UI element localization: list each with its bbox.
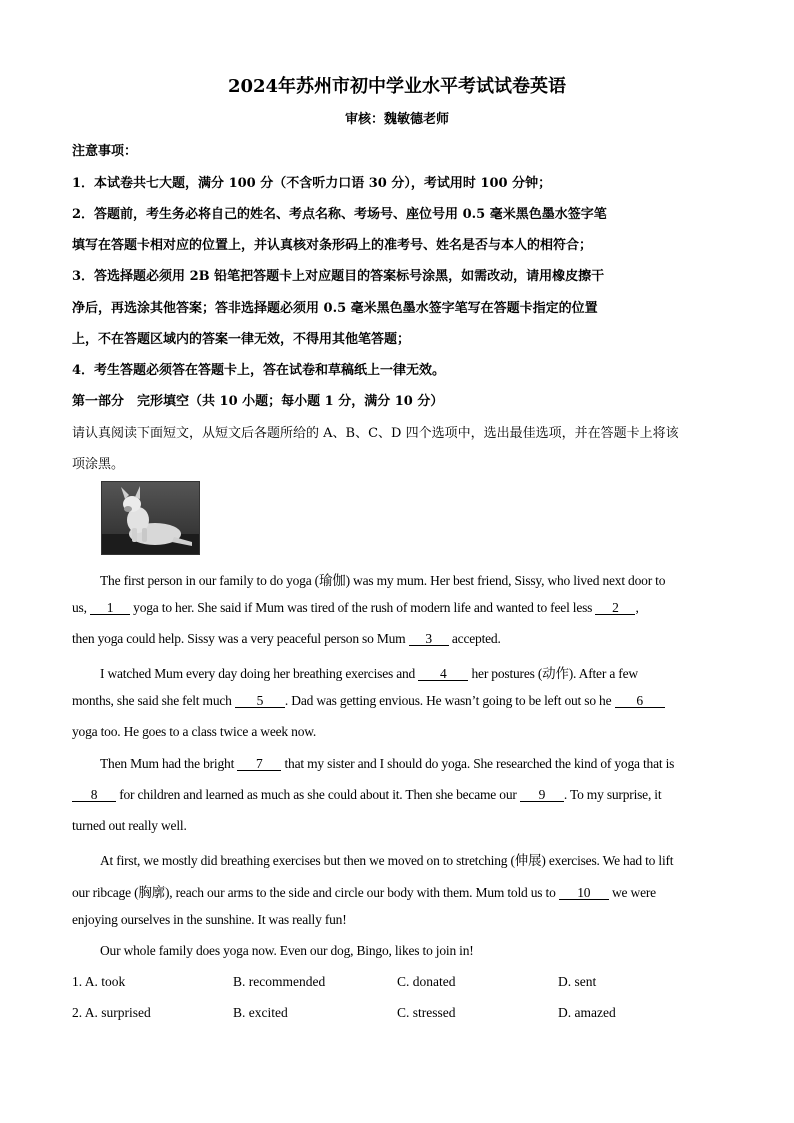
passage-text: her postures (动作). After a few [471, 666, 638, 681]
blank-5: 5 [235, 695, 285, 708]
passage-text: our ribcage (胸廓), reach our arms to the side and circle our body with them. Mum told us to [72, 885, 556, 900]
reviewer-line: 审核：魏敏德老师 [344, 112, 449, 127]
page-title: 2024年苏州市初中学业水平考试试卷英语 [227, 76, 567, 97]
q1-option-d: D. sent [558, 974, 597, 989]
passage-p3-line1 [100, 756, 674, 772]
notice-item-2b: 填写在答题卡相对应的位置上，并认真核对条形码上的准考号、姓名是否与本人的相符合； [72, 238, 593, 253]
passage-text: I watched Mum every day doing her breathing exercises and [100, 666, 416, 681]
notice-heading: 注意事项： [72, 144, 138, 159]
passage-text: us, [72, 600, 87, 615]
blank-9: 9 [520, 789, 564, 802]
blank-3: 3 [409, 633, 449, 646]
passage-p2-line1 [100, 662, 638, 682]
q1-option-a: 1. A. took [72, 974, 126, 989]
q1-option-c: C. donated [397, 974, 456, 989]
blank-6: 6 [615, 695, 665, 708]
passage-p1-line2 [72, 600, 639, 616]
q2-option-d: D. amazed [558, 1005, 616, 1020]
passage-p4-line2 [72, 881, 656, 901]
passage-p3-line3: turned out really well. [72, 818, 187, 833]
passage-p3-line2 [72, 787, 661, 803]
section-title: 第一部分 完形填空（共 10 小题；每小题 1 分，满分 10 分） [72, 394, 444, 409]
notice-item-3a: 3．答选择题必须用 2B 铅笔把答题卡上对应题目的答案标号涂黑，如需改动，请用橡皮擦干 [72, 269, 605, 284]
passage-text: then yoga could help. Sissy was a very peaceful person so Mum [72, 631, 406, 646]
passage-text: yoga to her. She said if Mum was tired of the rush of modern life and wanted to feel less [133, 600, 593, 615]
section-instruction-a: 请认真阅读下面短文，从短文后各题所给的 A、B、C、D 四个选项中，选出最佳选项，并在答题卡上将该 [72, 426, 679, 441]
blank-10: 10 [559, 887, 609, 900]
q2-option-c: C. stressed [397, 1005, 456, 1020]
q1-option-b: B. recommended [233, 974, 326, 989]
notice-item-2a: 2．答题前，考生务必将自己的姓名、考点名称、考场号、座位号用 0.5 毫米黑色墨水签字笔 [72, 207, 607, 222]
passage-p1-line3 [72, 631, 501, 647]
q2-option-b: B. excited [233, 1005, 288, 1020]
passage-p5: Our whole family does yoga now. Even our dog, Bingo, likes to join in! [100, 943, 474, 958]
passage-text: for children and learned as much as she could about it. Then she became our [119, 787, 517, 802]
q2-option-a: 2. A. surprised [72, 1005, 151, 1020]
passage-text: Then Mum had the bright [100, 756, 235, 771]
passage-text: that my sister and I should do yoga. She researched the kind of yoga that is [284, 756, 675, 771]
blank-7: 7 [237, 758, 281, 771]
passage-p2-line2 [72, 693, 665, 709]
notice-item-4: 4．考生答题必须答在答题卡上，答在试卷和草稿纸上一律无效。 [72, 363, 446, 378]
section-instruction-b: 项涂黑。 [72, 457, 125, 472]
dog-yoga-photo [101, 481, 200, 555]
blank-1: 1 [90, 602, 130, 615]
passage-text: . To my surprise, it [563, 787, 662, 802]
blank-8: 8 [72, 789, 116, 802]
passage-p1-line1: The first person in our family to do yoga (瑜伽) was my mum. Her best friend, Sissy, who lived next door to [100, 573, 666, 588]
notice-item-1: 1．本试卷共七大题，满分 100 分（不含听力口语 30 分），考试用时 100 分钟； [72, 176, 552, 191]
passage-text: we were [612, 885, 656, 900]
passage-p4-line3: enjoying ourselves in the sunshine. It was really fun! [72, 912, 347, 927]
notice-item-3b: 净后，再选涂其他答案；答非选择题必须用 0.5 毫米黑色墨水签字笔写在答题卡指定的位置 [72, 301, 598, 316]
blank-4: 4 [418, 668, 468, 681]
passage-p2-line3: yoga too. He goes to a class twice a week now. [72, 724, 317, 739]
blank-2: 2 [595, 602, 635, 615]
passage-text: . Dad was getting envious. He wasn’t going to be left out so he [284, 693, 612, 708]
passage-p4-line1: At first, we mostly did breathing exercises but then we moved on to stretching (伸展) exercises. We had to lift [100, 853, 674, 868]
notice-item-3c: 上，不在答题区域内的答案一律无效，不得用其他笔答题； [72, 332, 411, 347]
passage-text: , [635, 600, 639, 615]
passage-text: accepted. [451, 631, 501, 646]
passage-text: months, she said she felt much [72, 693, 232, 708]
